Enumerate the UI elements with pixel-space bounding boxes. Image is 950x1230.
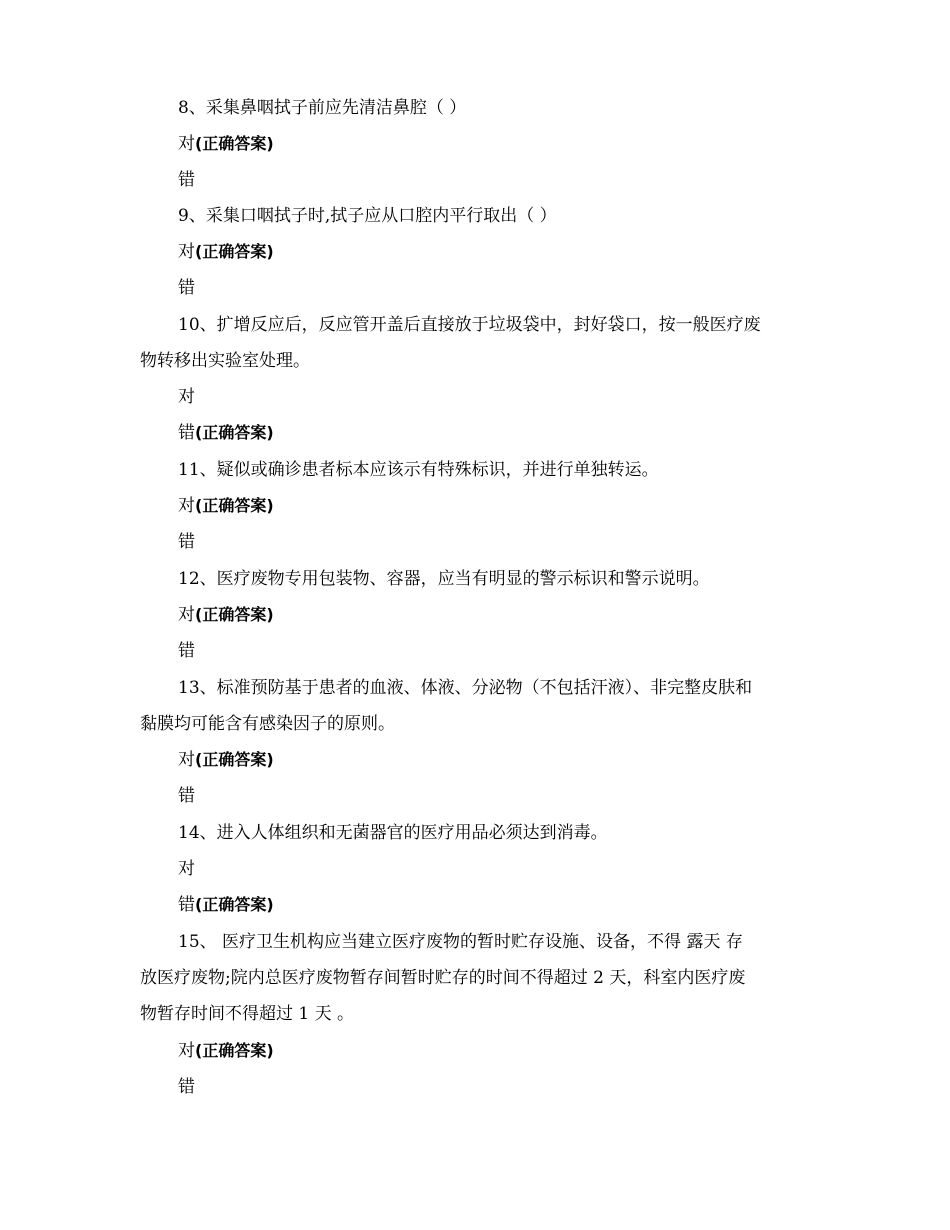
question-8-text: 8、采集鼻咽拭子前应先清洁鼻腔（ ） — [178, 98, 467, 118]
question-15-option-true — [178, 1033, 858, 1069]
correct-answer-tag: (正确答案) — [195, 605, 274, 624]
question-9-option-true — [178, 234, 858, 270]
question-9-text: 9、采集口咽拭子时,拭子应从口腔内平行取出（ ） — [178, 206, 557, 226]
question-15-text-line-1: 15、 医疗卫生机构应当建立医疗废物的暂时贮存设施、设备，不得 露天 存 — [178, 932, 743, 952]
question-13-text-line-2: 黏膜均可能含有感染因子的原则。 — [140, 714, 395, 734]
option-label: 对 — [178, 859, 195, 879]
question-11-option-false — [178, 524, 858, 560]
question-8-option-true — [178, 126, 858, 162]
question-13-text-line-1: 13、标准预防基于患者的血液、体液、分泌物（不包括汗液）、非完整皮肤和 — [178, 678, 753, 698]
option-label: 对 — [178, 605, 195, 625]
question-11-text: 11、疑似或确诊患者标本应该示有特殊标识，并进行单独转运。 — [178, 460, 659, 480]
question-12-option-false — [178, 633, 858, 669]
option-label: 错 — [178, 641, 195, 661]
question-13-option-false — [178, 778, 858, 814]
question-12-text: 12、医疗废物专用包装物、容器，应当有明显的警示标识和警示说明。 — [178, 569, 710, 589]
question-9-option-false — [178, 270, 858, 306]
option-label: 错 — [178, 278, 195, 298]
question-8-option-false — [178, 162, 858, 198]
option-label: 对 — [178, 387, 195, 407]
question-10-option-false — [178, 415, 858, 451]
option-label: 对 — [178, 1041, 195, 1061]
question-12-option-true — [178, 597, 858, 633]
question-14-option-true — [178, 851, 858, 887]
question-15-text-line-3: 物暂存时间不得超过 1 天 。 — [140, 1004, 355, 1024]
correct-answer-tag: (正确答案) — [195, 242, 274, 261]
option-label: 对 — [178, 134, 195, 154]
option-label: 错 — [178, 532, 195, 552]
option-label: 错 — [178, 895, 195, 915]
question-10-text-line-1: 10、扩增反应后，反应管开盖后直接放于垃圾袋中，封好袋口，按一般医疗废 — [178, 315, 761, 335]
option-label: 对 — [178, 242, 195, 262]
correct-answer-tag: (正确答案) — [195, 895, 274, 914]
correct-answer-tag: (正确答案) — [195, 750, 274, 769]
question-15-option-false — [178, 1069, 858, 1105]
option-label: 对 — [178, 750, 195, 770]
option-label: 错 — [178, 170, 195, 190]
question-10-text-line-2: 物转移出实验室处理。 — [140, 351, 310, 371]
question-15-text-line-2: 放医疗废物;院内总医疗废物暂存间暂时贮存的时间不得超过 2 天，科室内医疗废 — [140, 968, 746, 988]
correct-answer-tag: (正确答案) — [195, 134, 274, 153]
option-label: 错 — [178, 786, 195, 806]
option-label: 错 — [178, 1077, 195, 1097]
correct-answer-tag: (正确答案) — [195, 496, 274, 515]
question-14-text: 14、进入人体组织和无菌器官的医疗用品必须达到消毒。 — [178, 823, 608, 843]
question-11-option-true — [178, 488, 858, 524]
question-10-option-true — [178, 379, 858, 415]
correct-answer-tag: (正确答案) — [195, 423, 274, 442]
correct-answer-tag: (正确答案) — [195, 1041, 274, 1060]
option-label: 错 — [178, 423, 195, 443]
option-label: 对 — [178, 496, 195, 516]
question-14-option-false — [178, 887, 858, 923]
question-13-option-true — [178, 742, 858, 778]
